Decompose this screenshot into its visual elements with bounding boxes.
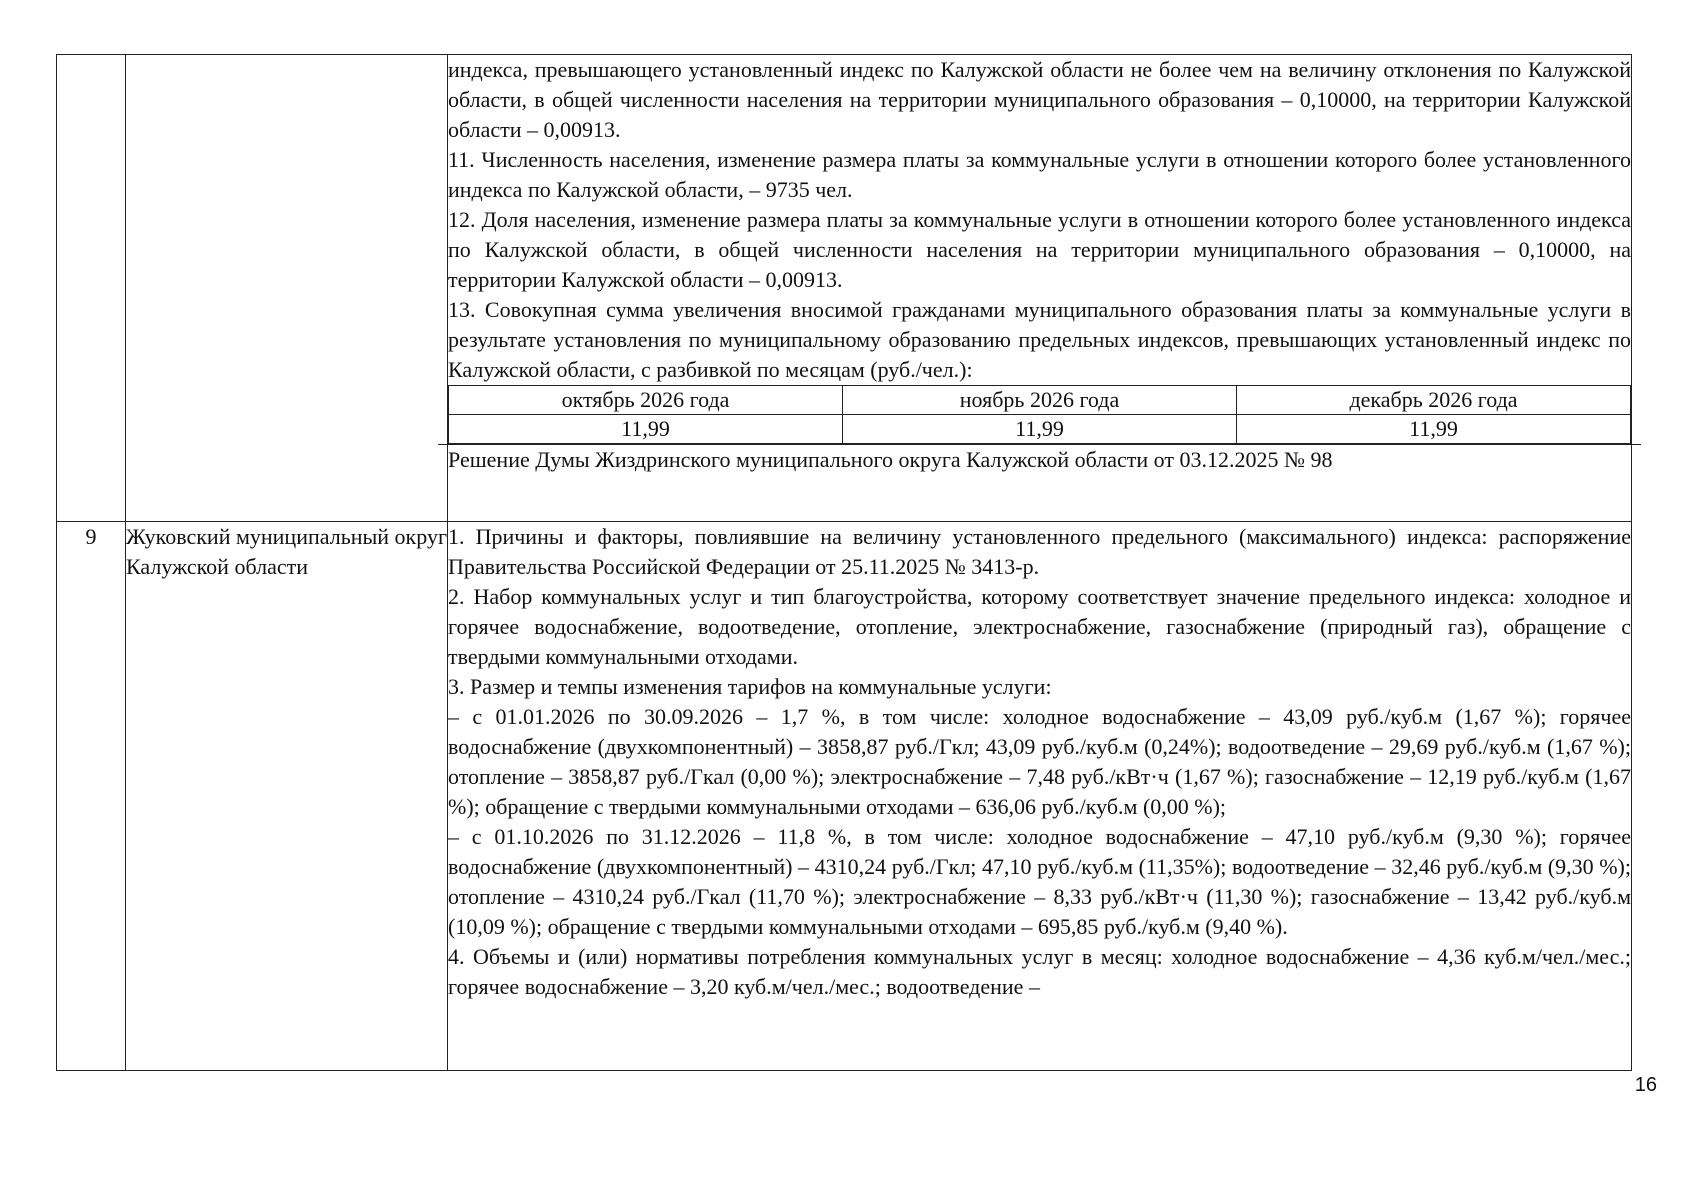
- monthly-amounts-table: [448, 385, 1631, 444]
- paragraph: 11. Численность населения, изменение размера платы за коммунальные услуги в отношении которого более установленного индекса по Калужской области, – 9735 чел.: [448, 147, 1631, 202]
- month-header: декабрь 2026 года: [1237, 386, 1631, 415]
- monthly-header-row: [449, 386, 1631, 415]
- municipality-name: Жуковский муниципальный округ Калужской области: [126, 522, 448, 1071]
- row-content: [448, 522, 1632, 1071]
- paragraph: – с 01.10.2026 по 31.12.2026 – 11,8 %, в том числе: холодное водоснабжение – 47,10 руб./куб.м (9,30 %); горячее водоснабжение (двухкомпонентный) – 4310,24 руб./Гкл; 47,10 руб./куб.м (11,35%); водоотведение – 32,46 руб./куб.м (9,30 %); отопление – 4310,24 руб./Гкал (11,70 %); электроснабжение – 8,33 руб./кВт·ч (11,30 %); газоснабжение – 13,42 руб./куб.м (10,09 %); обращение с твердыми коммунальными отходами – 695,85 руб./куб.м (9,40 %).: [448, 824, 1631, 939]
- row-number: 9: [57, 522, 126, 1071]
- month-value: 11,99: [449, 415, 843, 444]
- table-row: [57, 522, 1632, 1071]
- paragraph: 4. Объемы и (или) нормативы потребления коммунальных услуг в месяц: холодное водоснабжение – 4,36 куб.м/чел./мес.; горячее водоснабжение – 3,20 куб.м/чел./мес.; водоотведение –: [448, 944, 1631, 999]
- municipality-name: [126, 55, 448, 522]
- row-content: [448, 55, 1632, 522]
- paragraph: 12. Доля населения, изменение размера платы за коммунальные услуги в отношении которого более установленного индекса по Калужской области, в общей численности населения на территории муниципального образования – 0,10000, на территории Калужской области – 0,00913.: [448, 207, 1631, 292]
- page-number: 16: [1634, 1074, 1657, 1096]
- paragraph: индекса, превышающего установленный индекс по Калужской области не более чем на величину отклонения по Калужской области, в общей численности населения на территории муниципального образования – 0,10000, на территории Калужской области – 0,00913.: [448, 57, 1631, 142]
- paragraph: 2. Набор коммунальных услуг и тип благоустройства, которому соответствует значение предельного индекса: холодное и горячее водоснабжение, водоотведение, отопление, электроснабжение, газоснабжение (природный газ), обращение с твердыми коммунальными отходами.: [448, 584, 1631, 669]
- month-header: ноябрь 2026 года: [843, 386, 1237, 415]
- paragraph: 1. Причины и факторы, повлиявшие на величину установленного предельного (максимального) индекса: распоряжение Правительства Российской Федерации от 25.11.2025 № 3413-р.: [448, 524, 1631, 579]
- month-value: 11,99: [1237, 415, 1631, 444]
- paragraph: – с 01.01.2026 по 30.09.2026 – 1,7 %, в том числе: холодное водоснабжение – 43,09 руб./куб.м (1,67 %); горячее водоснабжение (двухкомпонентный) – 3858,87 руб./Гкл; 43,09 руб./куб.м (0,24%); водоотведение – 29,69 руб./куб.м (1,67 %); отопление – 3858,87 руб./Гкал (0,00 %); электроснабжение – 7,48 руб./кВт·ч (1,67 %); газоснабжение – 12,19 руб./куб.м (1,67 %); обращение с твердыми коммунальными отходами – 636,06 руб./куб.м (0,00 %);: [448, 704, 1631, 819]
- monthly-value-row: [449, 415, 1631, 444]
- paragraph: 13. Совокупная сумма увеличения вносимой гражданами муниципального образования платы за коммунальные услуги в результате установления по муниципальному образованию предельных индексов, превышающих установленный индекс по Калужской области, с разбивкой по месяцам (руб./чел.):: [448, 297, 1631, 382]
- month-header: октябрь 2026 года: [449, 386, 843, 415]
- table-row: [57, 55, 1632, 522]
- decision-reference: Решение Думы Жиздринского муниципального округа Калужской области от 03.12.2025 № 98: [438, 444, 1641, 475]
- month-value: 11,99: [843, 415, 1237, 444]
- document-table: [56, 54, 1632, 1071]
- paragraph: 3. Размер и темпы изменения тарифов на коммунальные услуги:: [448, 674, 1052, 699]
- row-number: [57, 55, 126, 522]
